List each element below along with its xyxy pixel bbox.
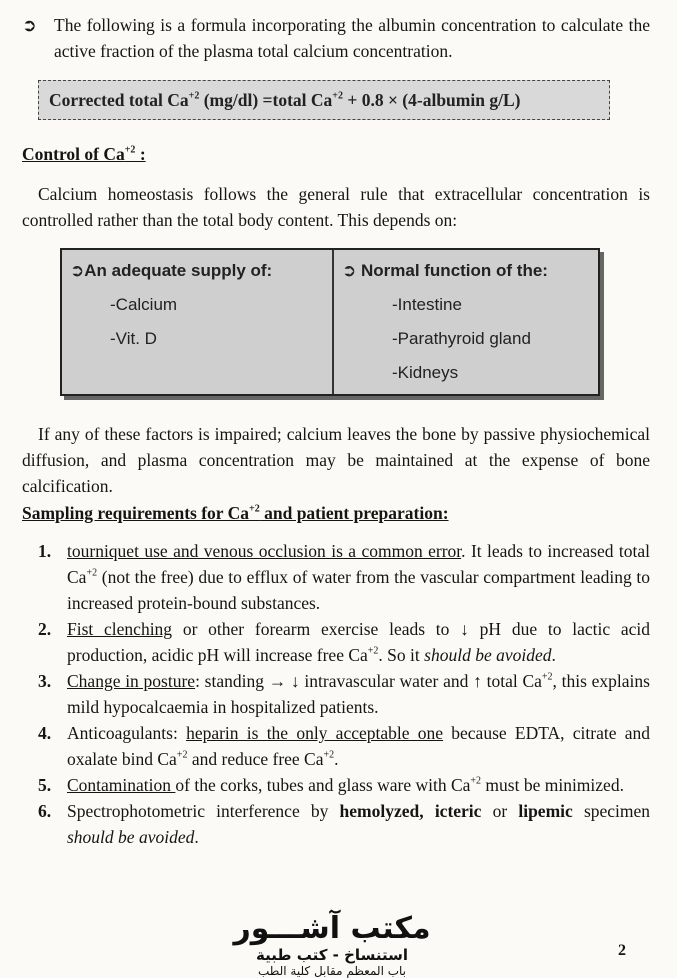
formula-box <box>38 80 610 120</box>
list-item: 5. Contamination of the corks, tubes and glass ware with $Ca^{+2}$ must be minimized. <box>38 775 624 795</box>
formula-text: Corrected total $Ca^{+2}$ (mg/dl) =total $Ca^{+2} + 0.8$ × (4-albumin g/L) <box>49 90 521 110</box>
intro-text: The following is a formula incorporating the albumin concentration to calculate the active fraction of the plasma total calcium concentration. <box>54 15 650 61</box>
supply-item: -Calcium <box>110 295 178 314</box>
list-item: 3. Change in posture: standing → ↓ intravascular water and ↑ total $Ca^{+2}$, this explains mild hypocalcaemia in hospitalized patients. <box>38 671 650 717</box>
function-item: -Parathyroid gland <box>392 329 531 348</box>
function-column <box>334 250 598 394</box>
arrow-bullet-icon: ➲ <box>22 15 37 35</box>
function-heading: ➲ Normal function of the: <box>342 261 548 280</box>
control-heading: Control of $Ca^{+2}$ : <box>22 144 146 164</box>
supply-heading: ➲An adequate supply of: <box>70 261 273 280</box>
list-item: 1. tourniquet use and venous occlusion is a common error. It leads to increased total $Ca^{+2}$ (not the free) due to efflux of water from the vascular compartment leading to increased protein-bound substances. <box>38 541 651 613</box>
list-item: 2. Fist clenching or other forearm exercise leads to ↓ pH due to lactic acid production, acidic pH will increase free $Ca^{+2}$. So it should be avoided. <box>38 619 651 665</box>
requirements-list <box>38 538 650 850</box>
publisher-stamp: مكتب آشـــور استنساخ - كتب طبية باب المعظم مقابل كلية الطب <box>233 911 431 978</box>
supply-column <box>62 250 334 394</box>
intro-paragraph <box>22 12 650 64</box>
function-item: -Kidneys <box>392 363 459 382</box>
homeostasis-paragraph: Calcium homeostasis follows the general rule that extracellular concentration is controlled rather than the total body content. This depends on: <box>22 184 650 230</box>
sampling-heading: Sampling requirements for $Ca^{+2}$ and patient preparation: <box>22 503 449 523</box>
supply-item: -Vit. D <box>110 329 157 348</box>
list-item: 6. Spectrophotometric interference by hemolyzed, icteric or lipemic specimen should be avoided. <box>38 801 651 847</box>
list-item: 4. Anticoagulants: heparin is the only acceptable one because EDTA, citrate and oxalate bind $Ca^{+2}$ and reduce free $Ca^{+2}$. <box>38 723 651 769</box>
function-item: -Intestine <box>392 295 462 314</box>
factors-table <box>60 248 600 396</box>
impaired-paragraph: If any of these factors is impaired; calcium leaves the bone by passive physiochemical diffusion, and plasma concentration may be maintained at the expense of bone calcification. <box>22 424 650 496</box>
page-number: 2 <box>618 942 626 959</box>
